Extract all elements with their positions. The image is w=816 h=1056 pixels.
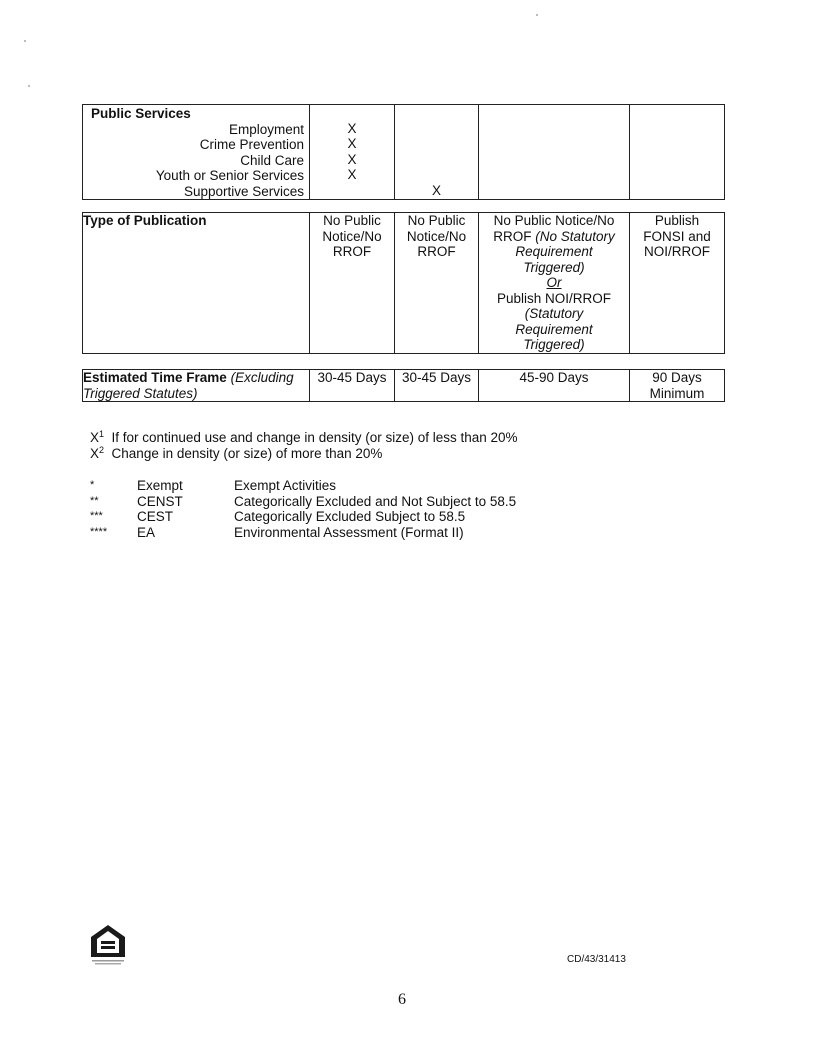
publication-text: RROF xyxy=(493,228,536,244)
check-mark: X xyxy=(347,151,357,167)
publication-text: No Public Notice/No xyxy=(493,213,615,228)
legend-symbol: **** xyxy=(90,525,108,538)
publication-text: RROF xyxy=(332,244,372,259)
legend-code: EA xyxy=(137,524,156,540)
publication-text: RROF xyxy=(417,244,456,259)
footnotes xyxy=(90,430,518,461)
time-frame-qualifier: Triggered Statutes) xyxy=(83,385,198,401)
legend-meaning: Categorically Excluded and Not Subject to 58.5 xyxy=(234,493,517,509)
footnote-text: Change in density (or size) of more than 20% xyxy=(111,445,383,461)
equal-housing-opportunity-logo-icon xyxy=(89,923,127,970)
publication-text: (No Statutory xyxy=(535,228,615,244)
legend-row xyxy=(90,478,516,494)
check-mark: X xyxy=(431,182,441,198)
ea-column-cell xyxy=(630,105,725,200)
check-mark xyxy=(395,121,478,137)
publication-text: Triggered) xyxy=(523,337,585,352)
publication-text: Requirement xyxy=(515,244,593,259)
page-number: 6 xyxy=(398,991,406,1008)
publication-text: NOI/RROF xyxy=(644,244,710,259)
time-frame-title: Estimated Time Frame xyxy=(83,370,227,385)
row-label: Supportive Services xyxy=(183,183,304,199)
legend-code: CEST xyxy=(137,509,174,524)
footnote-superscript: 2 xyxy=(99,444,105,455)
public-services-label-cell xyxy=(83,105,310,200)
publication-cest-cell xyxy=(479,213,630,354)
legend-row xyxy=(90,525,516,541)
time-frame-value-ea xyxy=(630,370,725,402)
footnote-superscript: 1 xyxy=(99,429,105,439)
footnote-text: If for continued use and change in density (or size) of less than 20% xyxy=(111,430,518,445)
legend-symbol: ** xyxy=(90,494,99,507)
time-frame-value: 45-90 Days xyxy=(479,370,630,402)
footnote-marker: X xyxy=(90,430,100,445)
check-mark xyxy=(395,136,478,152)
publication-text: FONSI and xyxy=(643,228,711,244)
legend-symbol: *** xyxy=(90,510,103,522)
publication-censt-cell xyxy=(395,213,479,354)
public-services-heading: Public Services xyxy=(91,106,191,121)
row-label: Crime Prevention xyxy=(199,137,304,152)
publication-text: No Public xyxy=(407,213,466,228)
check-mark: X xyxy=(347,167,357,182)
legend-symbol: * xyxy=(90,479,95,491)
abbreviation-legend xyxy=(90,478,516,540)
publication-text: Publish NOI/RROF xyxy=(496,290,612,306)
time-frame-value: 30-45 Days xyxy=(395,370,479,402)
legend-meaning: Exempt Activities xyxy=(234,478,337,493)
footnote-marker: X xyxy=(90,445,100,461)
time-frame-qualifier: (Excluding xyxy=(230,370,294,385)
document-id: CD/43/31413 xyxy=(567,954,626,965)
publication-text: (Statutory xyxy=(524,306,584,321)
publication-ea-cell xyxy=(630,213,725,354)
censt-column-cell xyxy=(395,105,479,200)
check-mark xyxy=(310,183,394,199)
legend-code: Exempt xyxy=(137,478,183,493)
public-services-table xyxy=(82,104,725,200)
time-frame-value: Minimum xyxy=(649,385,705,401)
publication-label: Type of Publication xyxy=(83,213,310,354)
row-label: Employment xyxy=(228,121,304,137)
time-frame-label xyxy=(83,370,310,402)
publication-text: No Public xyxy=(323,213,381,228)
scan-speck xyxy=(24,40,26,42)
legend-meaning: Environmental Assessment (Format II) xyxy=(234,524,464,540)
check-mark: X xyxy=(347,136,357,151)
publication-text: Requirement xyxy=(515,321,593,337)
time-frame-value: 30-45 Days xyxy=(310,370,395,402)
cest-column-cell xyxy=(479,105,630,200)
footnote xyxy=(90,446,518,462)
row-label: Child Care xyxy=(240,152,304,168)
exempt-column-cell xyxy=(310,105,395,200)
check-mark xyxy=(395,167,478,183)
legend-meaning: Categorically Excluded Subject to 58.5 xyxy=(234,509,466,524)
legend-code: CENST xyxy=(137,493,183,509)
time-frame-table xyxy=(82,369,725,402)
scan-speck xyxy=(536,14,538,16)
check-mark xyxy=(395,152,478,168)
row-label: Youth or Senior Services xyxy=(155,168,304,183)
publication-text: Notice/No xyxy=(406,228,467,244)
legend-row xyxy=(90,509,516,525)
footnote xyxy=(90,430,518,446)
publication-text: Publish xyxy=(654,213,700,228)
check-mark: X xyxy=(347,120,357,136)
publication-exempt-cell xyxy=(310,213,395,354)
legend-row xyxy=(90,494,516,510)
time-frame-value: 90 Days xyxy=(652,370,702,385)
publication-table xyxy=(82,212,725,354)
scan-speck xyxy=(28,85,30,87)
publication-text: Triggered) xyxy=(523,259,585,275)
publication-text: Notice/No xyxy=(322,228,382,244)
or-text: Or xyxy=(546,275,562,290)
